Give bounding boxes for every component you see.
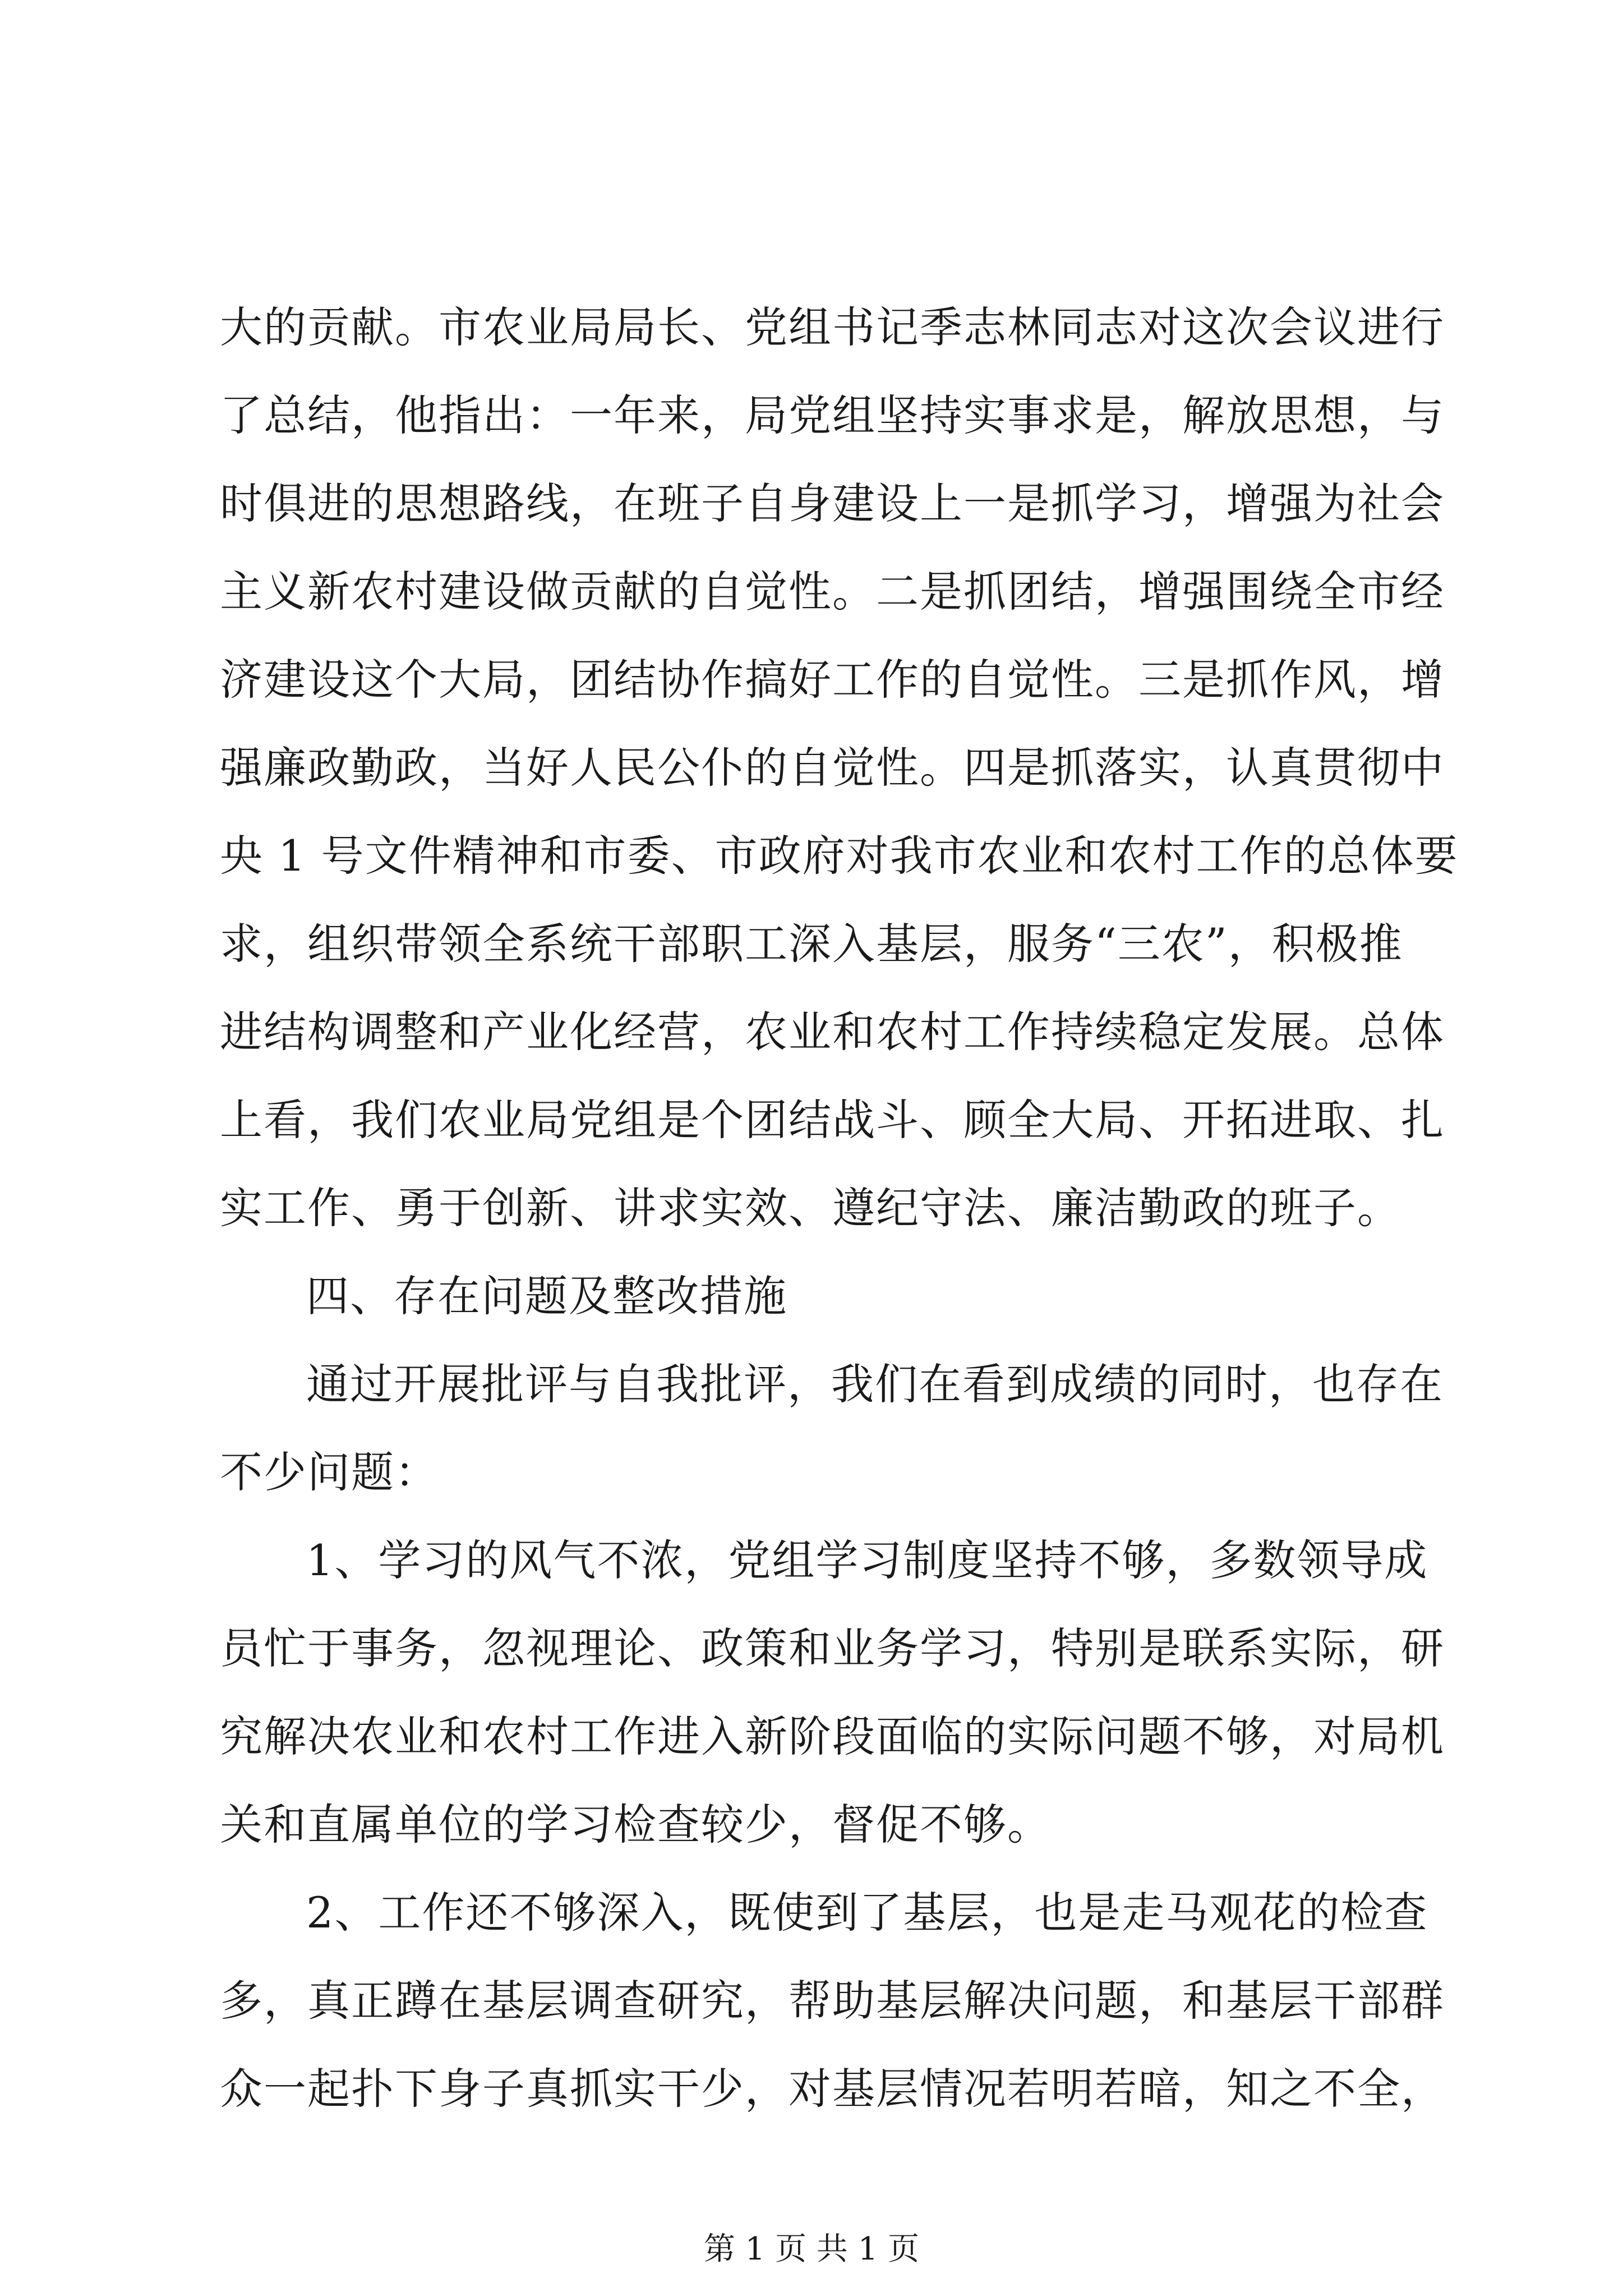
body-text-line: 通过开展批评与自我批评，我们在看到成绩的同时，也存在 bbox=[306, 1359, 1444, 1409]
body-text-line: 上看，我们农业局党组是个团结战斗、顾全大局、开拓进取、扎 bbox=[220, 1095, 1445, 1145]
body-text-line: 不少问题： bbox=[220, 1447, 439, 1497]
body-text-line: 员忙于事务，忽视理论、政策和业务学习，特别是联系实际，研 bbox=[220, 1623, 1445, 1673]
body-text-line: 众一起扑下身子真抓实干少，对基层情况若明若暗，知之不全， bbox=[220, 2064, 1445, 2114]
body-text-line: 多，真正蹲在基层调查研究，帮助基层解决问题，和基层干部群 bbox=[220, 1976, 1445, 2026]
body-text-line: 2、工作还不够深入，既使到了基层，也是走马观花的检查 bbox=[306, 1888, 1428, 1938]
body-text-line: 强廉政勤政，当好人民公仆的自觉性。四是抓落实，认真贯彻中 bbox=[220, 743, 1445, 793]
body-text-line: 济建设这个大局，团结协作搞好工作的自觉性。三是抓作风，增 bbox=[220, 655, 1445, 705]
body-text-line: 时俱进的思想路线，在班子自身建设上一是抓学习，增强为社会 bbox=[220, 478, 1445, 528]
section-heading: 四、存在问题及整改措施 bbox=[306, 1271, 787, 1321]
body-text-line: 究解决农业和农村工作进入新阶段面临的实际问题不够，对局机 bbox=[220, 1711, 1445, 1761]
body-text-line: 1、学习的风气不浓，党组学习制度坚持不够，多数领导成 bbox=[306, 1535, 1428, 1585]
page-footer: 第 1 页 共 1 页 bbox=[703, 2231, 920, 2267]
body-text-line: 求，组织带领全系统干部职工深入基层，服务“三农”，积极推 bbox=[220, 919, 1403, 969]
body-text-line: 主义新农村建设做贡献的自觉性。二是抓团结，增强围绕全市经 bbox=[220, 567, 1445, 616]
body-text-line: 关和直属单位的学习检查较少，督促不够。 bbox=[220, 1800, 1051, 1849]
body-text-line: 实工作、勇于创新、讲求实效、遵纪守法、廉洁勤政的班子。 bbox=[220, 1183, 1401, 1233]
body-text-line: 大的贡献。市农业局局长、党组书记季志林同志对这次会议进行 bbox=[220, 302, 1445, 352]
body-text-line: 了总结，他指出：一年来，局党组坚持实事求是，解放思想，与 bbox=[220, 390, 1445, 440]
body-text-line: 进结构调整和产业化经营，农业和农村工作持续稳定发展。总体 bbox=[220, 1007, 1445, 1057]
body-text-line: 央 1 号文件精神和市委、市政府对我市农业和农村工作的总体要 bbox=[220, 831, 1459, 881]
